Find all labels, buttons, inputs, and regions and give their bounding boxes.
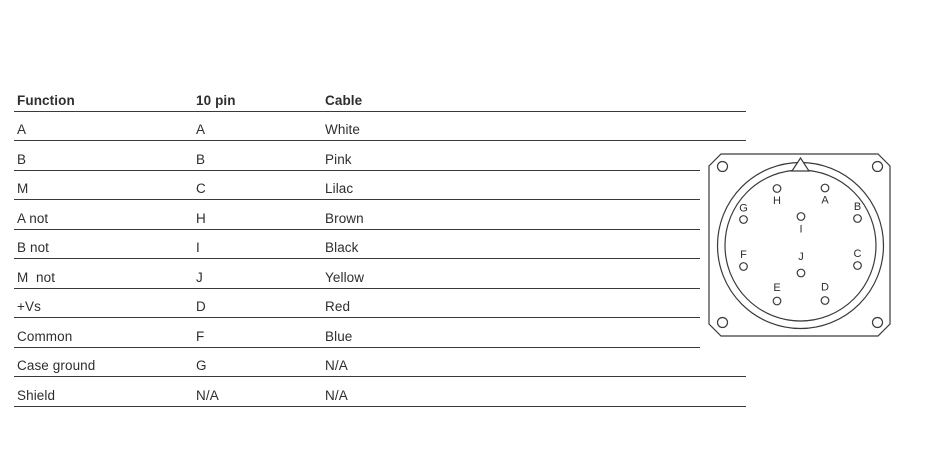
column-header-cable: Cable	[325, 92, 363, 108]
connector-face-diagram	[706, 151, 896, 341]
cell-function: M not	[17, 269, 56, 285]
cell-pin: I	[196, 240, 200, 255]
cell-pin: D	[196, 299, 206, 314]
cell-cable: N/A	[325, 387, 348, 403]
pin-i-label: I	[799, 223, 803, 236]
cell-function: A not	[17, 210, 49, 226]
pin-h-label: H	[773, 195, 781, 207]
cell-function: Common	[17, 328, 73, 344]
pin-a-circle	[821, 184, 829, 192]
table-header-row	[14, 82, 746, 112]
cell-pin: H	[196, 210, 206, 226]
pin-d-circle	[821, 297, 829, 305]
cell-cable: Pink	[325, 151, 352, 167]
table-body	[14, 112, 746, 407]
cell-function: B	[17, 151, 27, 167]
pin-b-label: B	[853, 201, 862, 213]
pinout-table	[14, 82, 746, 407]
table-row	[14, 377, 746, 407]
cell-pin: C	[196, 181, 206, 196]
pin-g-label: G	[739, 202, 748, 215]
pin-e-label: E	[773, 282, 781, 294]
cell-cable: Blue	[325, 328, 353, 344]
cell-function: A	[17, 122, 27, 137]
column-header-function: Function	[17, 92, 75, 108]
cell-function: +Vs	[17, 299, 41, 314]
pin-a-label: A	[821, 194, 829, 207]
pin-b-circle	[854, 215, 862, 223]
cell-cable: N/A	[325, 358, 348, 373]
table-row	[14, 200, 700, 230]
cell-pin: N/A	[196, 387, 219, 403]
table-row	[14, 230, 700, 260]
table-row	[14, 259, 700, 289]
cell-pin: G	[196, 358, 207, 373]
cell-cable: Lilac	[325, 181, 354, 196]
pin-e-circle	[773, 297, 781, 305]
cell-cable: Yellow	[325, 269, 365, 285]
pin-f-circle	[740, 263, 748, 271]
pin-c-label: C	[853, 248, 862, 260]
pin-i-circle	[797, 213, 805, 221]
cell-pin: J	[196, 269, 203, 285]
cell-cable: White	[325, 122, 361, 137]
table-row	[14, 348, 746, 378]
table-row	[14, 171, 700, 201]
pin-j-circle	[797, 269, 805, 277]
table-row	[14, 141, 700, 171]
table-row	[14, 112, 746, 142]
cell-cable: Red	[325, 299, 351, 314]
cell-pin: B	[196, 151, 206, 167]
pin-h-circle	[773, 185, 781, 193]
cell-function: Case ground	[17, 358, 96, 373]
cell-function: B not	[17, 240, 50, 255]
cell-pin: A	[196, 122, 206, 137]
column-header-10pin: 10 pin	[196, 92, 236, 108]
pin-g-circle	[740, 216, 748, 224]
cell-function: M	[17, 181, 29, 196]
cell-cable: Brown	[325, 210, 364, 226]
pin-c-circle	[854, 262, 862, 270]
cell-function: Shield	[17, 387, 56, 403]
pin-f-label: F	[740, 249, 747, 261]
table-row	[14, 318, 700, 348]
cell-pin: F	[196, 328, 205, 344]
connector-flange	[709, 154, 890, 336]
pin-j-label: J	[798, 251, 804, 263]
table-row	[14, 289, 700, 319]
pin-d-label: D	[821, 281, 829, 294]
cell-cable: Black	[325, 240, 359, 255]
